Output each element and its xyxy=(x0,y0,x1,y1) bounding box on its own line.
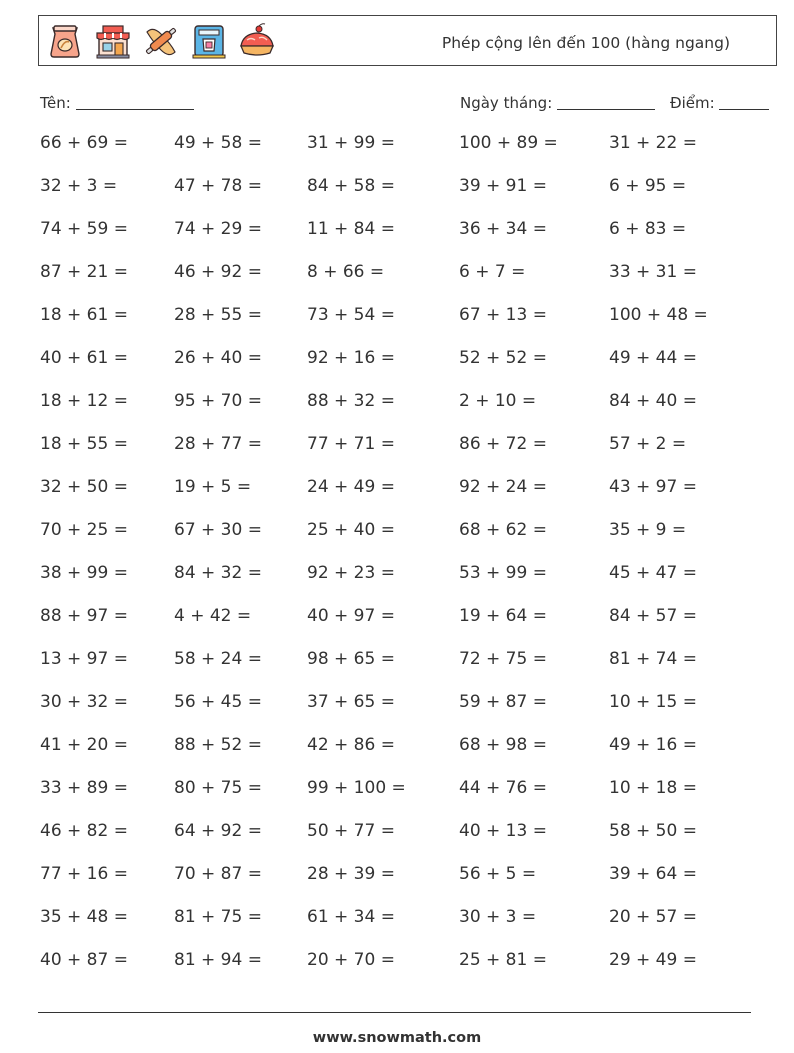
problem-item: 2 + 10 = xyxy=(459,391,537,411)
problem-item: 4 + 42 = xyxy=(174,606,252,626)
problem-item: 61 + 34 = xyxy=(307,907,395,927)
problem-item: 35 + 48 = xyxy=(40,907,128,927)
problem-item: 66 + 69 = xyxy=(40,133,128,153)
problem-item: 29 + 49 = xyxy=(609,950,697,970)
problem-item: 67 + 13 = xyxy=(459,305,547,325)
problem-item: 58 + 50 = xyxy=(609,821,697,841)
problem-item: 80 + 75 = xyxy=(174,778,262,798)
score-label: Điểm: xyxy=(670,94,715,112)
problem-item: 70 + 87 = xyxy=(174,864,262,884)
problem-item: 33 + 31 = xyxy=(609,262,697,282)
flour-bag-icon xyxy=(45,22,85,60)
problem-item: 52 + 52 = xyxy=(459,348,547,368)
date-blank[interactable] xyxy=(557,109,655,110)
problem-item: 40 + 87 = xyxy=(40,950,128,970)
problem-item: 95 + 70 = xyxy=(174,391,262,411)
problem-item: 24 + 49 = xyxy=(307,477,395,497)
problem-item: 67 + 30 = xyxy=(174,520,262,540)
problem-item: 92 + 24 = xyxy=(459,477,547,497)
problem-item: 36 + 34 = xyxy=(459,219,547,239)
date-field[interactable] xyxy=(460,94,655,112)
problem-item: 30 + 32 = xyxy=(40,692,128,712)
problem-item: 88 + 32 = xyxy=(307,391,395,411)
bakery-shop-icon xyxy=(93,22,133,60)
problem-item: 74 + 29 = xyxy=(174,219,262,239)
problem-item: 18 + 61 = xyxy=(40,305,128,325)
problem-item: 77 + 16 = xyxy=(40,864,128,884)
problem-item: 92 + 23 = xyxy=(307,563,395,583)
problem-item: 44 + 76 = xyxy=(459,778,547,798)
problem-item: 81 + 74 = xyxy=(609,649,697,669)
problem-item: 39 + 91 = xyxy=(459,176,547,196)
problem-item: 100 + 48 = xyxy=(609,305,708,325)
score-blank[interactable] xyxy=(719,109,769,110)
problem-item: 10 + 15 = xyxy=(609,692,697,712)
problem-item: 92 + 16 = xyxy=(307,348,395,368)
name-label: Tên: xyxy=(40,94,71,112)
problem-item: 40 + 13 = xyxy=(459,821,547,841)
problem-item: 98 + 65 = xyxy=(307,649,395,669)
problem-item: 40 + 97 = xyxy=(307,606,395,626)
problem-item: 42 + 86 = xyxy=(307,735,395,755)
problem-item: 87 + 21 = xyxy=(40,262,128,282)
problem-item: 18 + 55 = xyxy=(40,434,128,454)
problem-item: 20 + 57 = xyxy=(609,907,697,927)
problem-item: 74 + 59 = xyxy=(40,219,128,239)
problem-item: 10 + 18 = xyxy=(609,778,697,798)
problem-item: 46 + 82 = xyxy=(40,821,128,841)
problem-item: 84 + 58 = xyxy=(307,176,395,196)
problem-item: 19 + 64 = xyxy=(459,606,547,626)
problem-item: 20 + 70 = xyxy=(307,950,395,970)
problem-item: 19 + 5 = xyxy=(174,477,252,497)
problem-item: 64 + 92 = xyxy=(174,821,262,841)
problem-item: 13 + 97 = xyxy=(40,649,128,669)
problem-item: 40 + 61 = xyxy=(40,348,128,368)
problem-item: 30 + 3 = xyxy=(459,907,537,927)
problem-item: 31 + 99 = xyxy=(307,133,395,153)
footer-divider xyxy=(38,1012,751,1013)
problem-item: 6 + 95 = xyxy=(609,176,687,196)
name-blank[interactable] xyxy=(76,109,194,110)
problem-item: 43 + 97 = xyxy=(609,477,697,497)
problem-item: 50 + 77 = xyxy=(307,821,395,841)
problem-item: 11 + 84 = xyxy=(307,219,395,239)
problem-item: 53 + 99 = xyxy=(459,563,547,583)
problem-item: 28 + 55 = xyxy=(174,305,262,325)
problem-item: 58 + 24 = xyxy=(174,649,262,669)
mixer-icon xyxy=(189,22,229,60)
problem-item: 28 + 39 = xyxy=(307,864,395,884)
problem-item: 38 + 99 = xyxy=(40,563,128,583)
worksheet-header xyxy=(38,15,777,66)
problem-item: 35 + 9 = xyxy=(609,520,687,540)
problem-item: 68 + 62 = xyxy=(459,520,547,540)
header-icons xyxy=(45,22,277,60)
problem-item: 41 + 20 = xyxy=(40,735,128,755)
problem-item: 81 + 94 = xyxy=(174,950,262,970)
problem-item: 49 + 58 = xyxy=(174,133,262,153)
rolling-pin-icon xyxy=(141,22,181,60)
problem-item: 31 + 22 = xyxy=(609,133,697,153)
score-field[interactable] xyxy=(670,94,769,112)
problem-item: 72 + 75 = xyxy=(459,649,547,669)
problem-item: 77 + 71 = xyxy=(307,434,395,454)
footer-website: www.snowmath.com xyxy=(312,1030,482,1046)
problem-item: 59 + 87 = xyxy=(459,692,547,712)
date-label: Ngày tháng: xyxy=(460,94,553,112)
problem-item: 49 + 44 = xyxy=(609,348,697,368)
problem-item: 26 + 40 = xyxy=(174,348,262,368)
problem-item: 32 + 50 = xyxy=(40,477,128,497)
problem-item: 46 + 92 = xyxy=(174,262,262,282)
problem-item: 25 + 40 = xyxy=(307,520,395,540)
problem-item: 39 + 64 = xyxy=(609,864,697,884)
problem-item: 49 + 16 = xyxy=(609,735,697,755)
problem-item: 33 + 89 = xyxy=(40,778,128,798)
problem-item: 100 + 89 = xyxy=(459,133,558,153)
problem-item: 84 + 40 = xyxy=(609,391,697,411)
problem-item: 45 + 47 = xyxy=(609,563,697,583)
problem-item: 8 + 66 = xyxy=(307,262,385,282)
problem-item: 88 + 52 = xyxy=(174,735,262,755)
problem-item: 6 + 7 = xyxy=(459,262,526,282)
problem-item: 88 + 97 = xyxy=(40,606,128,626)
problem-item: 28 + 77 = xyxy=(174,434,262,454)
problem-item: 84 + 57 = xyxy=(609,606,697,626)
problem-item: 57 + 2 = xyxy=(609,434,687,454)
problem-item: 32 + 3 = xyxy=(40,176,118,196)
name-field[interactable] xyxy=(40,94,194,112)
pie-icon xyxy=(237,22,277,60)
problem-item: 25 + 81 = xyxy=(459,950,547,970)
problem-item: 70 + 25 = xyxy=(40,520,128,540)
problem-item: 68 + 98 = xyxy=(459,735,547,755)
problem-item: 73 + 54 = xyxy=(307,305,395,325)
problem-item: 81 + 75 = xyxy=(174,907,262,927)
problem-item: 18 + 12 = xyxy=(40,391,128,411)
problem-item: 84 + 32 = xyxy=(174,563,262,583)
problem-item: 86 + 72 = xyxy=(459,434,547,454)
problem-item: 99 + 100 = xyxy=(307,778,406,798)
problem-item: 37 + 65 = xyxy=(307,692,395,712)
problem-item: 47 + 78 = xyxy=(174,176,262,196)
problem-item: 56 + 5 = xyxy=(459,864,537,884)
problem-item: 56 + 45 = xyxy=(174,692,262,712)
problem-item: 6 + 83 = xyxy=(609,219,687,239)
worksheet-title: Phép cộng lên đến 100 (hàng ngang) xyxy=(441,34,730,52)
